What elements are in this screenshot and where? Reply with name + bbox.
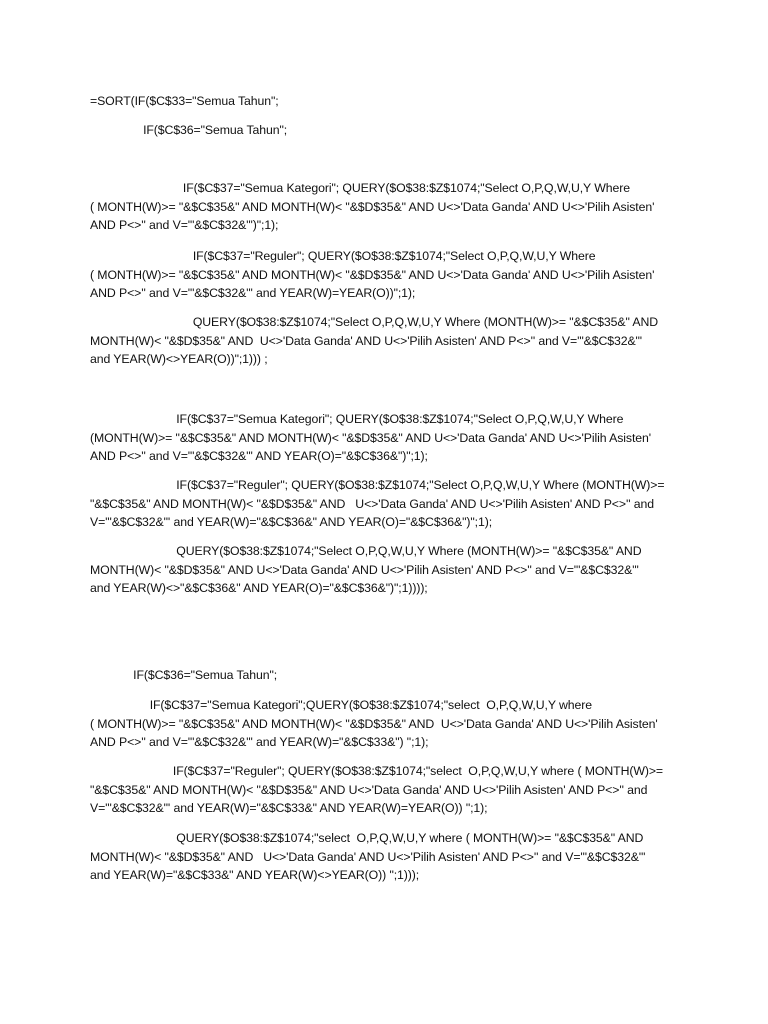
formula-block-query-1: QUERY($O$38:$Z$1074;"Select O,P,Q,W,U,Y Where (MONTH(W)>= "&$C$35&" AND MONTH(W)< "&$D$35&" AND U<>'Data Ganda' AND U<>'Pilih Asisten' AND P<>'' and V='"&$C$32&"' and YEAR(W)<>YEAR(O))";1))) ; bbox=[90, 315, 659, 367]
formula-block-reguler-2: IF($C$37="Reguler"; QUERY($O$38:$Z$1074;"Select O,P,Q,W,U,Y Where (MONTH(W)>= "&$C$35&" AND MONTH(W)< "&$D$35&" AND U<>'Data Ganda' AND U<>'Pilih Asisten' AND P<>'' and V='"&$C$32&"' and YEAR(W)="&$C$36&" AND YEAR(O)="&$C$36&")";1); bbox=[90, 478, 665, 530]
formula-block-semua-kategori-3: IF($C$37="Semua Kategori";QUERY($O$38:$Z$1074;"select O,P,Q,W,U,Y where ( MONTH(W)>= "&$C$35&" AND MONTH(W)< "&$D$35&" AND U<>'Data Ganda' AND U<>'Pilih Asisten' AND P<>'' and V='"&$C$32&"' and YEAR(W)="&$C$33&") ";1); bbox=[90, 698, 658, 750]
formula-block-reguler-1: IF($C$37="Reguler"; QUERY($O$38:$Z$1074;"Select O,P,Q,W,U,Y Where ( MONTH(W)>= "&$C$35&" AND MONTH(W)< "&$D$35&" AND U<>'Data Ganda' AND U<>'Pilih Asisten' AND P<>'' and V='"&$C$32&"' and YEAR(W)=YEAR(O))";1); bbox=[90, 249, 655, 301]
formula-block-reguler-3: IF($C$37="Reguler"; QUERY($O$38:$Z$1074;"select O,P,Q,W,U,Y where ( MONTH(W)>= "&$C$35&" AND MONTH(W)< "&$D$35&" AND U<>'Data Ganda' AND U<>'Pilih Asisten' AND P<>'' and V='"&$C$32&"' and YEAR(W)="&$C$33&" AND YEAR(W)=YEAR(O)) ";1); bbox=[90, 764, 664, 816]
formula-line-if-c36: IF($C$36="Semua Tahun"; bbox=[90, 123, 288, 137]
formula-block-semua-kategori-2: IF($C$37="Semua Kategori"; QUERY($O$38:$Z$1074;"Select O,P,Q,W,U,Y Where (MONTH(W)>= "&$C$35&" AND MONTH(W)< "&$D$35&" AND U<>'Data Ganda' AND U<>'Pilih Asisten' AND P<>'' and V='"&$C$32&"' AND YEAR(O)="&$C$36&")";1); bbox=[90, 412, 652, 464]
formula-block-query-3: QUERY($O$38:$Z$1074;"select O,P,Q,W,U,Y where ( MONTH(W)>= "&$C$35&" AND MONTH(W)< "&$D$35&" AND U<>'Data Ganda' AND U<>'Pilih Asisten' AND P<>'' and V='"&$C$32&"' and YEAR(W)="&$C$33&" AND YEAR(W)<>YEAR(O)) ";1))); bbox=[90, 831, 646, 883]
formula-block-query-2: QUERY($O$38:$Z$1074;"Select O,P,Q,W,U,Y Where (MONTH(W)>= "&$C$35&" AND MONTH(W)< "&$D$35&" AND U<>'Data Ganda' AND U<>'Pilih Asisten' AND P<>'' and V='"&$C$32&"' and YEAR(W)<>"&$C$36&" AND YEAR(O)="&$C$36&")";1)))); bbox=[90, 544, 642, 596]
formula-line-if-c36-second: IF($C$36="Semua Tahun"; bbox=[90, 668, 278, 682]
formula-line-sort-start: =SORT(IF($C$33="Semua Tahun"; bbox=[90, 94, 279, 108]
formula-block-semua-kategori-1: IF($C$37="Semua Kategori"; QUERY($O$38:$Z$1074;"Select O,P,Q,W,U,Y Where ( MONTH(W)>= "&$C$35&" AND MONTH(W)< "&$D$35&" AND U<>'Data Ganda' AND U<>'Pilih Asisten' AND P<>'' and V='"&$C$32&"')";1); bbox=[90, 181, 655, 233]
